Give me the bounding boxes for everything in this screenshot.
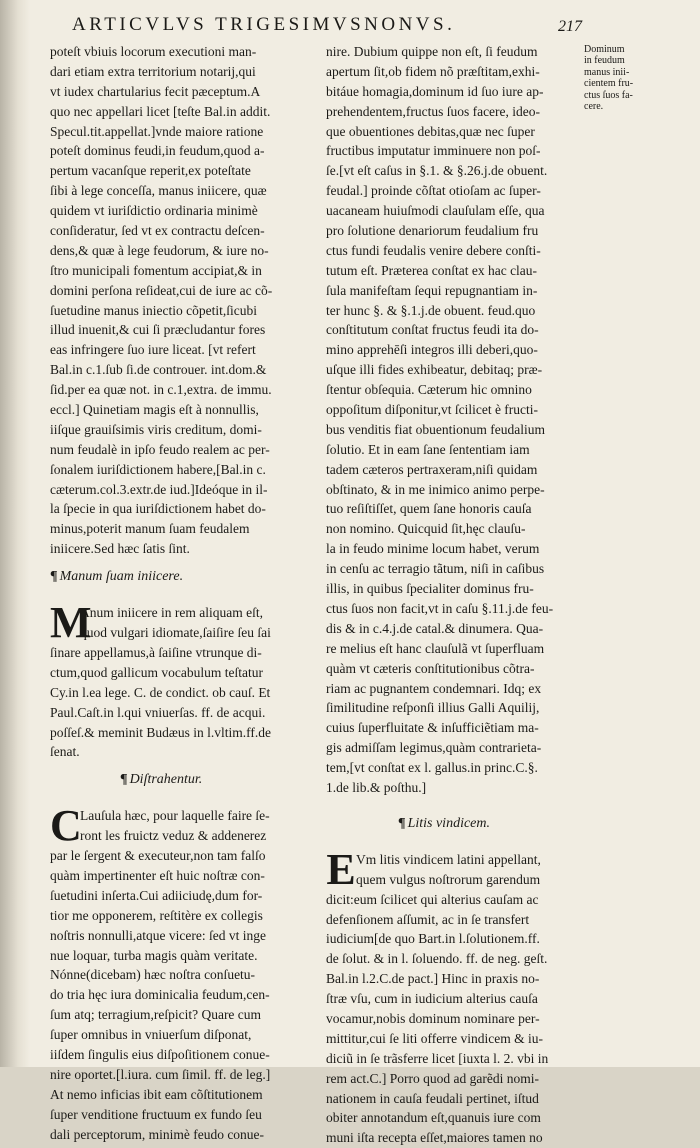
text-line: ſuetudini inſerta.Cui adiiciudę,dum for- [50,887,263,903]
text-line: eccl.] Quinetiam magis eſt à nonnullis, [50,402,259,418]
text-line: vocamur,nobis dominum nominare per- [326,1010,540,1026]
margin-note-line: Dominum [584,44,625,55]
text-line: que obuentiones debitas,quæ nec ſuper [326,123,535,139]
text-line: Cy.in l.ea lege. C. de condict. ob cauſ. Et [50,684,271,700]
text-line: nationem in cauſa feudali pertinet, iſtud [326,1090,539,1106]
text-line: tuo reſiſtiſſet, quem ſane honoris cauſa [326,501,532,517]
folio-number: 217 [558,18,582,35]
text-line: ctus fundi feudalis venire debere conſti- [326,242,541,258]
paragraph [50,598,306,762]
text-line: nire oportet.[l.iura. cum ſimil. ff. de leg.] [50,1066,271,1082]
margin-note-line: ctus ſuos fa- [584,89,633,101]
text-line: 1.de lib.& poſthu.] [326,779,427,795]
margin-note-line: cientem fru- [584,78,634,90]
text-line: feudal.] proinde cõſtat otioſam ac ſuper- [326,183,541,199]
text-line: quidem vt iuriſdictio ordinaria minimè [50,203,258,219]
text-line: tutum eſt. Præterea conſtat ex hac clau- [326,262,538,278]
text-line: defenſionem aſſumit, ac in ſe transfert [326,911,530,927]
text-line: ſula manifeſtam ſequi repugnantiam in- [326,282,538,298]
text-line: dens,& quæ à lege feudorum, & iure no- [50,242,269,258]
text-line: oppoſitum diſponitur,vt ſcilicet è fructi- [326,402,539,418]
text-line: prehendentem,fructus ſuos facere, ideo- [326,103,541,119]
text-line: quàm vt cæteris conſtitutionibus cõtra- [326,660,535,676]
text-line: ctus ſuos non facit,vt in caſu §.11.j.de feu- [326,600,554,616]
text-line: dis & in c.4.j.de catal.& dinumera. Qua- [326,620,544,636]
text-line: vt iudex chartularius fecit pæceptum.A [50,83,261,99]
text-line: la ſpecie in qua iuriſdictionem habet do- [50,501,266,517]
text-line: bitáue homagia,dominum id ſuo iure ap- [326,83,544,99]
text-line: fructibus imputatur imminuere non poſ- [326,143,541,159]
section-heading-text: Manum ſuam iniicere. [59,569,184,585]
text-line: conſideratur, ſed vt ex contractu deſcen- [50,223,265,239]
text-line: pro ſolutione denariorum feudalium fru [326,223,539,239]
text-line: poſſeſ.& meminit Budæus in l.vltim.ff.de [50,724,271,740]
text-line: eas infringere ſuo iure liceat. [vt refert [50,342,256,358]
paragraph [326,844,582,1148]
text-line: ſtro municipali fomentum accipiat,& in [50,262,262,278]
text-line: ctum,quod gallicum vocabulum teſtatur [50,664,263,680]
text-line: Anum iniicere in rem aliquam eſt, [80,605,263,621]
text-line: ſolutio. Et in eam ſane ſententiam iam [326,441,530,457]
text-line: bus venditis fiat obuentionum feudalium [326,421,545,437]
drop-cap: E [326,844,356,894]
text-line: ſid.per ea quæ not. in c.1,extra. de immu. [50,382,272,398]
text-line: quo nec appellari licet [teſte Bal.in addit. [50,103,271,119]
text-line: ſuper venditione fructuum ex fundo ſeu [50,1106,262,1122]
text-line: domini perſona reſideat,cui de iure ac cõ- [50,282,273,298]
text-line: iniicere.Sed hæc ſatis ſint. [50,541,190,557]
left-column [50,42,306,1142]
text-line: uacaneam huiuſmodi clauſulam eſſe, qua [326,203,545,219]
book-spine-shadow [0,0,30,1067]
text-line: dicit:eum ſcilicet qui alterius cauſam ac [326,891,539,907]
pilcrow-icon: ¶ [50,569,58,585]
text-line: ſuetudine manus iniectio cõpetit,ſicubi [50,302,257,318]
section-heading [50,770,306,790]
text-line: nue loquar, turba magis quàm veritate. [50,947,258,963]
text-line: par le ſergent & executeur,non tam falſo [50,848,266,864]
text-line: ſtentur obſequia. Cæterum hic omnino [326,382,532,398]
margin-note-line: in feudum [584,55,625,67]
text-line: tadem cæteros pertraxeram,niſi quidam [326,461,538,477]
text-line: quàm impertinenter eſt huic noſtræ con- [50,867,265,883]
text-line: ſinare appellamus,à ſaiſine vtrunque di- [50,644,262,660]
section-heading-text: Litis vindicem. [407,815,490,831]
text-line: rem act.C.] Porro quod ad garẽdi nomi- [326,1070,539,1086]
text-line: ſe.[vt eſt caſus in §.1. & §.26.j.de obuent. [326,163,548,179]
text-line: minus,poterit manum ſuam feudalem [50,521,250,537]
text-line: do tria hęc iura dominicalia feudum,cen- [50,987,270,1003]
paragraph [326,42,582,798]
text-line: ront les fruictz veduz & addenerez [80,828,267,844]
text-line: Vm litis vindicem latini appellant, [356,851,541,867]
text-line: pertum vacanſque reperit,ex poteſtate [50,163,251,179]
text-line: Nónne(dicebam) hæc noſtra conſuetu- [50,967,256,983]
text-line: non nomino. Quicquid ſit,hęc clauſu- [326,521,526,537]
text-line: iudicium[de quo Bart.in l.ſolutionem.ff. [326,931,540,947]
text-line: ſonalem iuriſdictionem habere,[Bal.in c. [50,461,266,477]
text-line: poteſt vbiuis locorum executioni man- [50,44,257,59]
text-line: obiter annotandum eſt,quanuis iure com [326,1110,541,1126]
text-line: ſuper omnibus in vniuerſum diſponat, [50,1027,252,1043]
text-line: re melius eſt hanc clauſulã vt ſuperfluam [326,640,545,656]
text-line: Paul.Caſt.in l.qui vniuerſas. ff. de acqui. [50,704,266,720]
running-title: ARTICVLVS TRIGESIMVSNONVS. [72,14,456,35]
text-line: mino apprehēſi integros illi deberi,quo- [326,342,538,358]
text-line: quem vulgus noſtrorum garendum [356,871,541,887]
text-line: ſenat. [50,744,80,760]
text-line: illis, in quibus ſpecialiter dominus fru- [326,581,534,597]
text-line: quod vulgari idiomate,ſaiſire ſeu ſai [80,625,271,641]
text-line: cæterum.col.3.extr.de iud.]Ideóque in il- [50,481,268,497]
text-line: obſtinato, & in me inimico animo perpe- [326,481,545,497]
text-line: iiſque grauiſsimis viris creditum, domi- [50,421,262,437]
section-heading-text: Diſtrahentur. [129,772,203,788]
text-line: la in feudo minime locum habet, verum [326,541,540,557]
text-line: Specul.tit.appellat.]vnde maiore ratione [50,123,264,139]
text-line: apertum ſit,ob fidem nõ præſtitam,exhi- [326,63,540,79]
margin-note-line: cere. [584,100,604,112]
paragraph [50,42,306,559]
text-line: mittitur,cui ſe liti offerre vindicem & iu- [326,1030,544,1046]
text-line: tem,[vt conſtat ex l. gallus.in princ.C.§. [326,760,538,776]
drop-cap: C [50,801,82,851]
margin-note-line: manus inii- [584,66,630,78]
text-line: iiſdem ſingulis eius diſpoſitionem conue- [50,1046,270,1062]
text-line: ſimilitudine reſponſi illius Galli Aquilij, [326,700,540,716]
drop-cap: M [50,598,92,648]
text-line: tior me opponerem, reſtitère ex collegis [50,907,263,923]
text-line: ſibi à lege conceſſa, manus iniicere, quæ [50,183,267,199]
text-line: de ſolut. & in l. ſoluendo. ff. de neg. geſt. [326,951,548,967]
section-heading [50,567,306,587]
paragraph [50,801,306,1144]
text-line: ſum atq; terragium,reſpicit? Quare cum [50,1007,262,1023]
text-line: Lauſula hæc, pour laquelle faire ſe- [80,808,270,824]
text-line: nire. Dubium quippe non eſt, ſi feudum [326,44,538,59]
pilcrow-icon: ¶ [398,815,406,831]
text-line: ſtræ vſu, cum in iudicium alterius cauſa [326,991,538,1007]
text-line: conſtitutum conſtat fructus feudi ita do- [326,322,539,338]
text-line: gis admiſſam legimus,quàm contrarieta- [326,740,542,756]
text-line: dari etiam extra territorium notarij,qui [50,63,256,79]
text-line: Bal.in l.2.C.de pact.] Hinc in praxis no- [326,971,540,987]
text-line: At nemo inficias ibit eam cõſtitutionem [50,1086,263,1102]
right-column [326,42,582,1146]
text-line: uſque illi fides exhibeatur, debitaq; præ- [326,362,543,378]
text-line: dali perceptorum, minimè feudo conue- [50,1126,265,1142]
text-line: cuius ſuperfluitate & inſufficiẽtiam ma- [326,720,539,736]
text-line: num feudalè in ipſo feudo realem ac per- [50,441,270,457]
text-line: poteſt dominus feudi,in feudum,quod a- [50,143,265,159]
text-line: illud inuenit,& cui ſi præcludantur fores [50,322,266,338]
pilcrow-icon: ¶ [120,772,128,788]
text-line: riam ac pugnantem condemnari. Idq; ex [326,680,542,696]
margin-note [584,44,684,134]
section-heading [326,814,582,834]
text-line: in cenſu ac terragio tãtum, niſi in caſibus [326,561,545,577]
text-line: ter hunc §. & §.1.j.de obuent. feud.quo [326,302,536,318]
text-line: muni iſta recepta eſſet,maiores tamen no [326,1130,543,1146]
text-line: diciũ in ſe trãsferre licet [iuxta l. 2. vbi in [326,1050,549,1066]
text-line: Bal.in c.1.ſub ſi.de controuer. int.dom.& [50,362,267,378]
text-line: noſtris nonnulli,atque vicere: ſed vt inge [50,927,266,943]
